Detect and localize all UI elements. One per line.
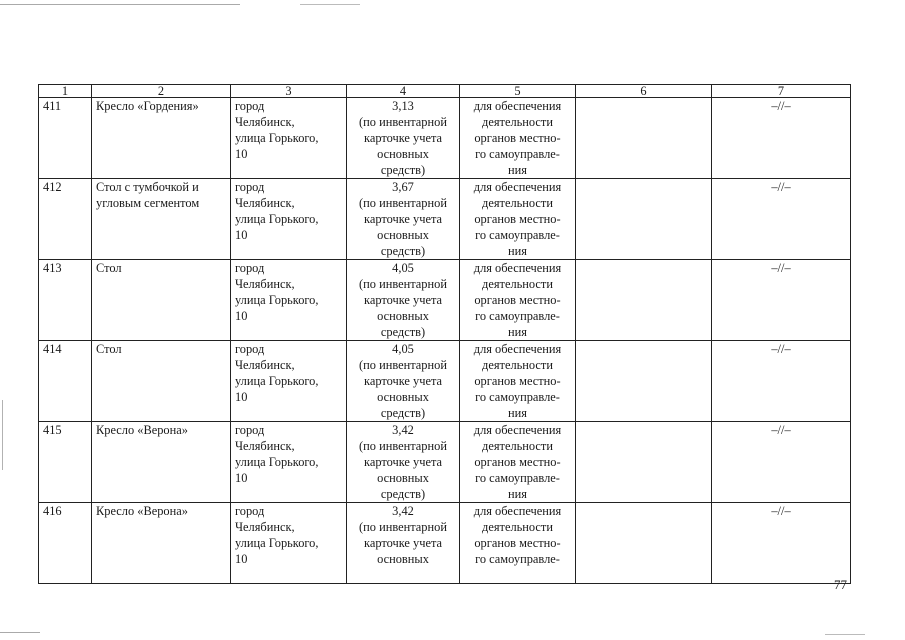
- item-purpose-line: деятельности: [482, 358, 553, 372]
- item-purpose-line: органов местно-: [474, 536, 561, 550]
- item-name-line: угловым сегментом: [96, 196, 200, 210]
- item-note: –//–: [712, 503, 851, 584]
- item-value: [347, 503, 460, 584]
- item-value-line: основных: [377, 390, 429, 404]
- item-address-line: 10: [235, 228, 248, 242]
- column-header-7: 7: [712, 85, 851, 98]
- item-value-line: 3,67: [392, 180, 414, 194]
- item-address-line: 10: [235, 552, 248, 566]
- item-purpose-line: ния: [508, 163, 527, 177]
- scan-artifact-bottom-right: [825, 634, 865, 635]
- item-name: [92, 422, 231, 503]
- item-purpose-line: ния: [508, 244, 527, 258]
- item-purpose: [460, 179, 576, 260]
- item-name: [92, 503, 231, 584]
- item-purpose-line: для обеспечения: [473, 99, 562, 113]
- item-name: [92, 260, 231, 341]
- item-purpose: [460, 503, 576, 584]
- table-row: [39, 503, 851, 584]
- column-header-3: 3: [231, 85, 347, 98]
- item-name: [92, 98, 231, 179]
- scan-artifact-top: [0, 4, 240, 5]
- item-address: [231, 260, 347, 341]
- item-value-line: (по инвентарной: [359, 115, 447, 129]
- item-value: [347, 179, 460, 260]
- item-purpose-line: го самоуправле-: [475, 309, 560, 323]
- item-value-line: средств): [380, 163, 426, 177]
- item-address-line: 10: [235, 471, 248, 485]
- item-value-line: карточке учета: [363, 455, 443, 469]
- item-address-line: Челябинск,: [235, 196, 295, 210]
- item-address-line: город: [235, 261, 265, 275]
- item-note: –//–: [712, 179, 851, 260]
- item-address-line: город: [235, 180, 265, 194]
- item-value-line: (по инвентарной: [359, 277, 447, 291]
- scan-artifact-top-right: [300, 4, 360, 5]
- item-note: –//–: [712, 341, 851, 422]
- item-value-line: 4,05: [392, 261, 414, 275]
- item-value-line: основных: [377, 228, 429, 242]
- item-col6: [576, 341, 712, 422]
- item-address-line: город: [235, 504, 265, 518]
- item-purpose-line: для обеспечения: [473, 342, 562, 356]
- item-purpose: [460, 98, 576, 179]
- item-value: [347, 422, 460, 503]
- item-col6: [576, 422, 712, 503]
- item-address-line: улица Горького,: [235, 131, 319, 145]
- item-purpose-line: го самоуправле-: [475, 390, 560, 404]
- item-purpose: [460, 422, 576, 503]
- table-body: [39, 98, 851, 584]
- item-purpose-line: ния: [508, 487, 527, 501]
- item-value-line: (по инвентарной: [359, 196, 447, 210]
- item-purpose-line: ния: [508, 406, 527, 420]
- item-address-line: Челябинск,: [235, 277, 295, 291]
- item-address-line: улица Горького,: [235, 212, 319, 226]
- item-value-line: средств): [380, 406, 426, 420]
- inventory-table: [38, 84, 851, 584]
- item-number: 412: [39, 179, 92, 260]
- item-purpose-line: деятельности: [482, 115, 553, 129]
- item-name-line: Кресло «Верона»: [96, 423, 188, 437]
- item-value-line: (по инвентарной: [359, 439, 447, 453]
- item-col6: [576, 260, 712, 341]
- item-address-line: Челябинск,: [235, 358, 295, 372]
- scan-artifact-bottom: [0, 632, 40, 633]
- item-value: [347, 341, 460, 422]
- item-address: [231, 179, 347, 260]
- item-purpose-line: для обеспечения: [473, 180, 562, 194]
- item-address-line: улица Горького,: [235, 374, 319, 388]
- item-purpose-line: деятельности: [482, 277, 553, 291]
- item-address: [231, 503, 347, 584]
- item-value-line: карточке учета: [363, 374, 443, 388]
- item-address-line: улица Горького,: [235, 293, 319, 307]
- item-col6: [576, 98, 712, 179]
- column-header-1: 1: [39, 85, 92, 98]
- item-purpose-line: го самоуправле-: [475, 228, 560, 242]
- item-value-line: 3,42: [392, 504, 414, 518]
- item-address-line: город: [235, 99, 265, 113]
- item-name-line: Кресло «Верона»: [96, 504, 188, 518]
- item-address-line: улица Горького,: [235, 536, 319, 550]
- column-header-4: 4: [347, 85, 460, 98]
- item-purpose-line: для обеспечения: [473, 261, 562, 275]
- item-number: 411: [39, 98, 92, 179]
- header-row: [39, 85, 851, 98]
- item-value-line: основных: [377, 552, 429, 566]
- item-address-line: город: [235, 423, 265, 437]
- item-value-line: средств): [380, 325, 426, 339]
- column-header-6: 6: [576, 85, 712, 98]
- item-purpose-line: го самоуправле-: [475, 471, 560, 485]
- item-col6: [576, 179, 712, 260]
- table-row: [39, 422, 851, 503]
- item-value-line: карточке учета: [363, 536, 443, 550]
- item-address-line: улица Горького,: [235, 455, 319, 469]
- scan-artifact-left: [2, 400, 3, 470]
- item-note: –//–: [712, 260, 851, 341]
- item-number: 415: [39, 422, 92, 503]
- item-note: –//–: [712, 422, 851, 503]
- item-value-line: карточке учета: [363, 131, 443, 145]
- item-value-line: карточке учета: [363, 293, 443, 307]
- item-purpose-line: деятельности: [482, 196, 553, 210]
- item-address: [231, 422, 347, 503]
- item-address-line: Челябинск,: [235, 115, 295, 129]
- item-purpose-line: органов местно-: [474, 131, 561, 145]
- table-row: [39, 179, 851, 260]
- item-name-line: Стол с тумбочкой и: [96, 180, 199, 194]
- item-note: –//–: [712, 98, 851, 179]
- item-number: 416: [39, 503, 92, 584]
- item-name-line: Стол: [96, 342, 122, 356]
- item-value-line: 4,05: [392, 342, 414, 356]
- item-value-line: 3,13: [392, 99, 414, 113]
- item-purpose: [460, 260, 576, 341]
- item-address-line: Челябинск,: [235, 439, 295, 453]
- item-name: [92, 341, 231, 422]
- column-header-2: 2: [92, 85, 231, 98]
- item-col6: [576, 503, 712, 584]
- item-purpose: [460, 341, 576, 422]
- table-row: [39, 260, 851, 341]
- item-purpose-line: ния: [508, 325, 527, 339]
- item-purpose-line: деятельности: [482, 520, 553, 534]
- item-purpose-line: деятельности: [482, 439, 553, 453]
- item-purpose-line: органов местно-: [474, 374, 561, 388]
- item-purpose-line: органов местно-: [474, 455, 561, 469]
- item-value-line: средств): [380, 487, 426, 501]
- item-address-line: город: [235, 342, 265, 356]
- item-number: 414: [39, 341, 92, 422]
- item-number: 413: [39, 260, 92, 341]
- item-name-line: Стол: [96, 261, 122, 275]
- item-address-line: Челябинск,: [235, 520, 295, 534]
- table-row: [39, 98, 851, 179]
- item-purpose-line: органов местно-: [474, 212, 561, 226]
- item-name-line: Кресло «Гордения»: [96, 99, 199, 113]
- item-purpose-line: го самоуправле-: [475, 147, 560, 161]
- item-value-line: 3,42: [392, 423, 414, 437]
- item-value-line: карточке учета: [363, 212, 443, 226]
- item-purpose-line: для обеспечения: [473, 504, 562, 518]
- column-header-5: 5: [460, 85, 576, 98]
- item-address-line: 10: [235, 309, 248, 323]
- item-value-line: основных: [377, 147, 429, 161]
- item-address-line: 10: [235, 147, 248, 161]
- item-value-line: (по инвентарной: [359, 520, 447, 534]
- page-number: 77: [834, 577, 847, 592]
- item-address: [231, 98, 347, 179]
- table-row: [39, 341, 851, 422]
- item-value-line: основных: [377, 309, 429, 323]
- item-value-line: средств): [380, 244, 426, 258]
- item-address-line: 10: [235, 390, 248, 404]
- item-address: [231, 341, 347, 422]
- item-name: [92, 179, 231, 260]
- item-purpose-line: органов местно-: [474, 293, 561, 307]
- item-purpose-line: для обеспечения: [473, 423, 562, 437]
- item-value: [347, 98, 460, 179]
- item-value: [347, 260, 460, 341]
- item-value-line: основных: [377, 471, 429, 485]
- item-value-line: (по инвентарной: [359, 358, 447, 372]
- item-purpose-line: го самоуправле-: [475, 552, 560, 566]
